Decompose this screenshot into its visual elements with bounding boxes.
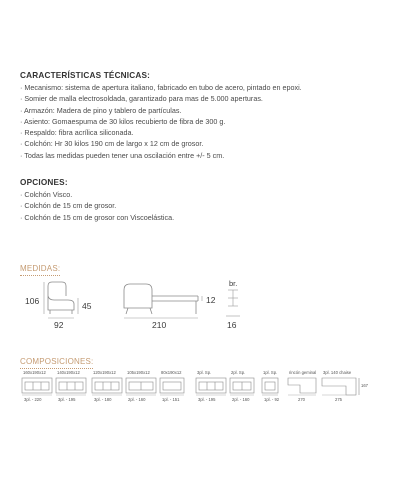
composicion-bottom-label: 275 [335,397,342,402]
spec-line: · Armazón: Madera de pino y tablero de partículas. [20,105,182,115]
options-title: OPCIONES: [20,178,68,187]
composicion-sofa-icon [160,378,184,395]
spec-line: · Respaldo: fibra acrílica siliconada. [20,128,134,138]
specs-title: CARACTERÍSTICAS TÉCNICAS: [20,71,151,80]
composicion-top-label: 3pl. Sp. [197,370,212,375]
open-length-label: 210 [152,320,167,330]
composicion-bottom-label: 3pl. - 195 [58,397,76,402]
height-label: 106 [25,296,40,306]
composicion-sofa-icon [288,378,316,395]
composicion-sofa-icon [322,378,359,395]
composicion-sofa-icon [92,378,122,395]
composicion-bottom-label: 3pl. - 195 [198,397,216,402]
composicion-side-label: 167 [361,383,368,388]
option-line: · Colchón de 15 cm de grosor con Viscoelástica. [20,212,175,222]
composicion-top-label: 1pl. Sp. [263,370,278,375]
spec-line: · Somier de malla electrosoldada, garantizado para mas de 5.000 aperturas. [20,94,263,104]
composicion-top-label: 140x190x12 [57,370,80,375]
composicion-sofa-icon [196,378,226,395]
composicion-bottom-label: 1pl. - 151 [162,397,180,402]
composicion-sofa-icon [56,378,86,395]
option-line: · Colchón de 15 cm de grosor. [20,201,117,211]
spec-line: · Mecanismo: sistema de apertura italiano, fabricado en tubo de acero, pintado en epoxi. [20,83,302,92]
composicion-top-label: 2pl. Sp. [231,370,246,375]
composicion-top-label: 160x190x12 [23,370,46,375]
composicion-sofa-icon [22,378,52,395]
spec-line: · Colchón: Hr 30 kilos 190 cm de largo x 12 cm de grosor. [20,139,204,149]
depth-label: 92 [54,320,64,330]
composicion-bottom-label: 2pl. - 160 [128,397,146,402]
mattress-label: 12 [206,295,216,305]
br-label: br. [229,279,238,288]
composicion-sofa-icon [230,378,254,395]
composicion-top-label: 80x190x12 [161,370,182,375]
option-line: · Colchón Visco. [20,190,73,199]
composicion-top-label: rincón geminal [289,370,317,375]
composicion-top-label: 105x190x12 [127,370,150,375]
composicion-sofa-icon [126,378,156,395]
composiciones-title: COMPOSICIONES: [20,357,93,369]
composicion-sofa-icon [262,378,278,395]
br-value-label: 16 [227,320,237,330]
composicion-bottom-label: 3pl. - 220 [24,397,42,402]
spec-line: · Asiento: Gomaespuma de 30 kilos recubierto de fibra de 300 g. [20,116,226,126]
spec-line: · Todas las medidas pueden tener una oscilación entre +/- 5 cm. [20,150,225,160]
composicion-top-label: 120x190x12 [93,370,116,375]
composicion-bottom-label: 1pl. - 92 [264,397,280,402]
medidas-title: MEDIDAS: [20,264,60,276]
composicion-bottom-label: 270 [298,397,305,402]
seat-height-label: 45 [82,301,92,311]
composicion-top-label: 3pl. 140 chaise [323,370,352,375]
composicion-bottom-label: 2pl. - 160 [232,397,250,402]
composicion-bottom-label: 3pl. - 180 [94,397,112,402]
